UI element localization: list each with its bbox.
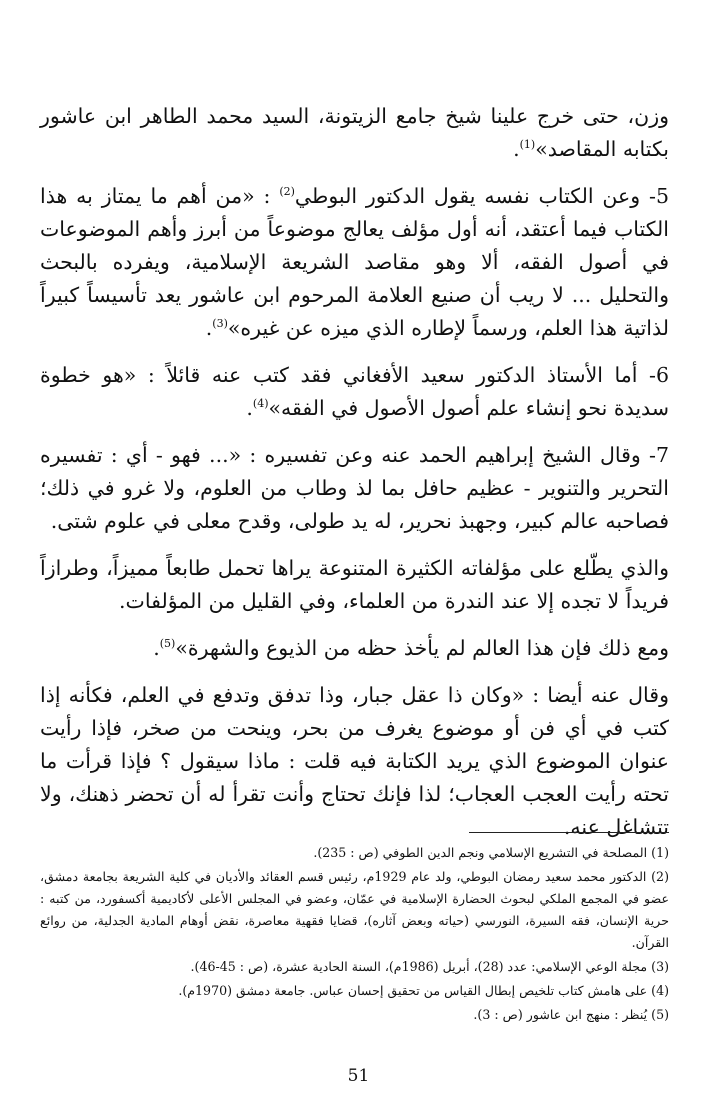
footnote-ref-5: (5) — [159, 637, 176, 651]
footnote-4: (4) على هامش كتاب تلخيص إبطال القياس من تحقيق إحسان عباس. جامعة دمشق (1970م). — [178, 983, 669, 998]
footnote-2: (2) الدكتور محمد سعيد رمضان البوطي، ولد عام 1929م، رئيس قسم العقائد والأديان في كلية الشريعة بجامعة دمشق، عضو في المجمع الملكي لبحوث الحضارة الإسلامية في عمّان، وعضو في المجلس الأعلى لأكاديمية أكسفورد، من كتبه : حرية الإنسان، فقه السيرة، النورسي (حياته وبعض آثاره)، قضايا فقهية معاصرة، نقض أوهام المادية الجدلية، من روائع القرآن. — [40, 869, 669, 950]
paragraph-6: ومع ذلك فإن هذا العالم لم يأخذ حظه من الذيوع والشهرة»$^{(5)}$. — [153, 636, 669, 660]
paragraph-7: وقال عنه أيضا : «وكان ذا عقل جبار، وذا تدفق وتدفع في العلم، فكأنه إذا كتب في أي فن أو موضوع يغرف من بحر، وينحت من صخر، فإذا رأيت عنوان الموضوع الذي يريد الكتابة فيه قلت : ماذا سيقول ؟ فإذا قرأت ما تحته رأيت العجب العجاب؛ لذا فإنك تحتاج وأنت تقرأ له أن تحضر ذهنك، ولا تتشاغل عنه. — [40, 683, 669, 839]
paragraph-4: 7- وقال الشيخ إبراهيم الحمد عنه وعن تفسيره : «... فهو - أي : تفسيره التحرير والتنوير - عظيم حافل بما لذ وطاب من العلوم، ولا غرو في ذلك؛ فصاحبه عالم كبير، وجهبذ نحرير، له يد طولى، وقدح معلى في علوم شتى. — [40, 443, 669, 533]
footnote-ref-3: (3) — [212, 317, 228, 331]
footnote-1: (1) المصلحة في التشريع الإسلامي ونجم الدين الطوفي (ص : 235). — [313, 845, 669, 860]
footnote-ref-1: (1) — [519, 138, 536, 152]
paragraph-1: وزن، حتى خرج علينا شيخ جامع الزيتونة، السيد محمد الطاهر ابن عاشور بكتابه المقاصد»$^{(1)}$. — [40, 104, 669, 161]
page-number: 51 — [347, 1066, 370, 1086]
footnote-5: (5) يُنظر : منهج ابن عاشور (ص : 3). — [473, 1007, 669, 1022]
footnote-ref-2: (2) — [279, 185, 295, 199]
footnotes — [40, 842, 669, 1028]
paragraph-2: 5- وعن الكتاب نفسه يقول الدكتور البوطي$^{(2)}$ : «من أهم ما يمتاز به هذا الكتاب فيما أعتقد، أنه أول مؤلف يعالج موضوعاً من أبرز وأهم الموضوعات في أصول الفقه، ألا وهو مقاصد الشريعة الإسلامية، ويفرده بالبحث والتحليل ... لا ريب أن صنيع العلامة المرحوم ابن عاشور يعد تأسيساً كبيراً لذاتية هذا العلم، ورسماً لإطاره الذي ميزه عن غيره»$^{(3)}$. — [40, 184, 669, 340]
footnote-ref-4: (4) — [252, 397, 269, 411]
paragraph-5: والذي يطّلع على مؤلفاته الكثيرة المتنوعة يراها تحمل طابعاً مميزاً، وطرازاً فريداً لا تجده إلا عند الندرة من العلماء، وفي القليل من المؤلفات. — [40, 556, 669, 613]
footnote-3: (3) مجلة الوعي الإسلامي: عدد (28)، أبريل (1986م)، السنة الحادية عشرة، (ص : 45-46). — [190, 959, 669, 974]
body-text — [40, 100, 669, 858]
footnote-divider — [469, 832, 669, 833]
paragraph-3: 6- أما الأستاذ الدكتور سعيد الأفغاني فقد كتب عنه قائلاً : «هو خطوة سديدة نحو إنشاء علم أصول الأصول في الفقه»$^{(4)}$. — [40, 363, 669, 420]
